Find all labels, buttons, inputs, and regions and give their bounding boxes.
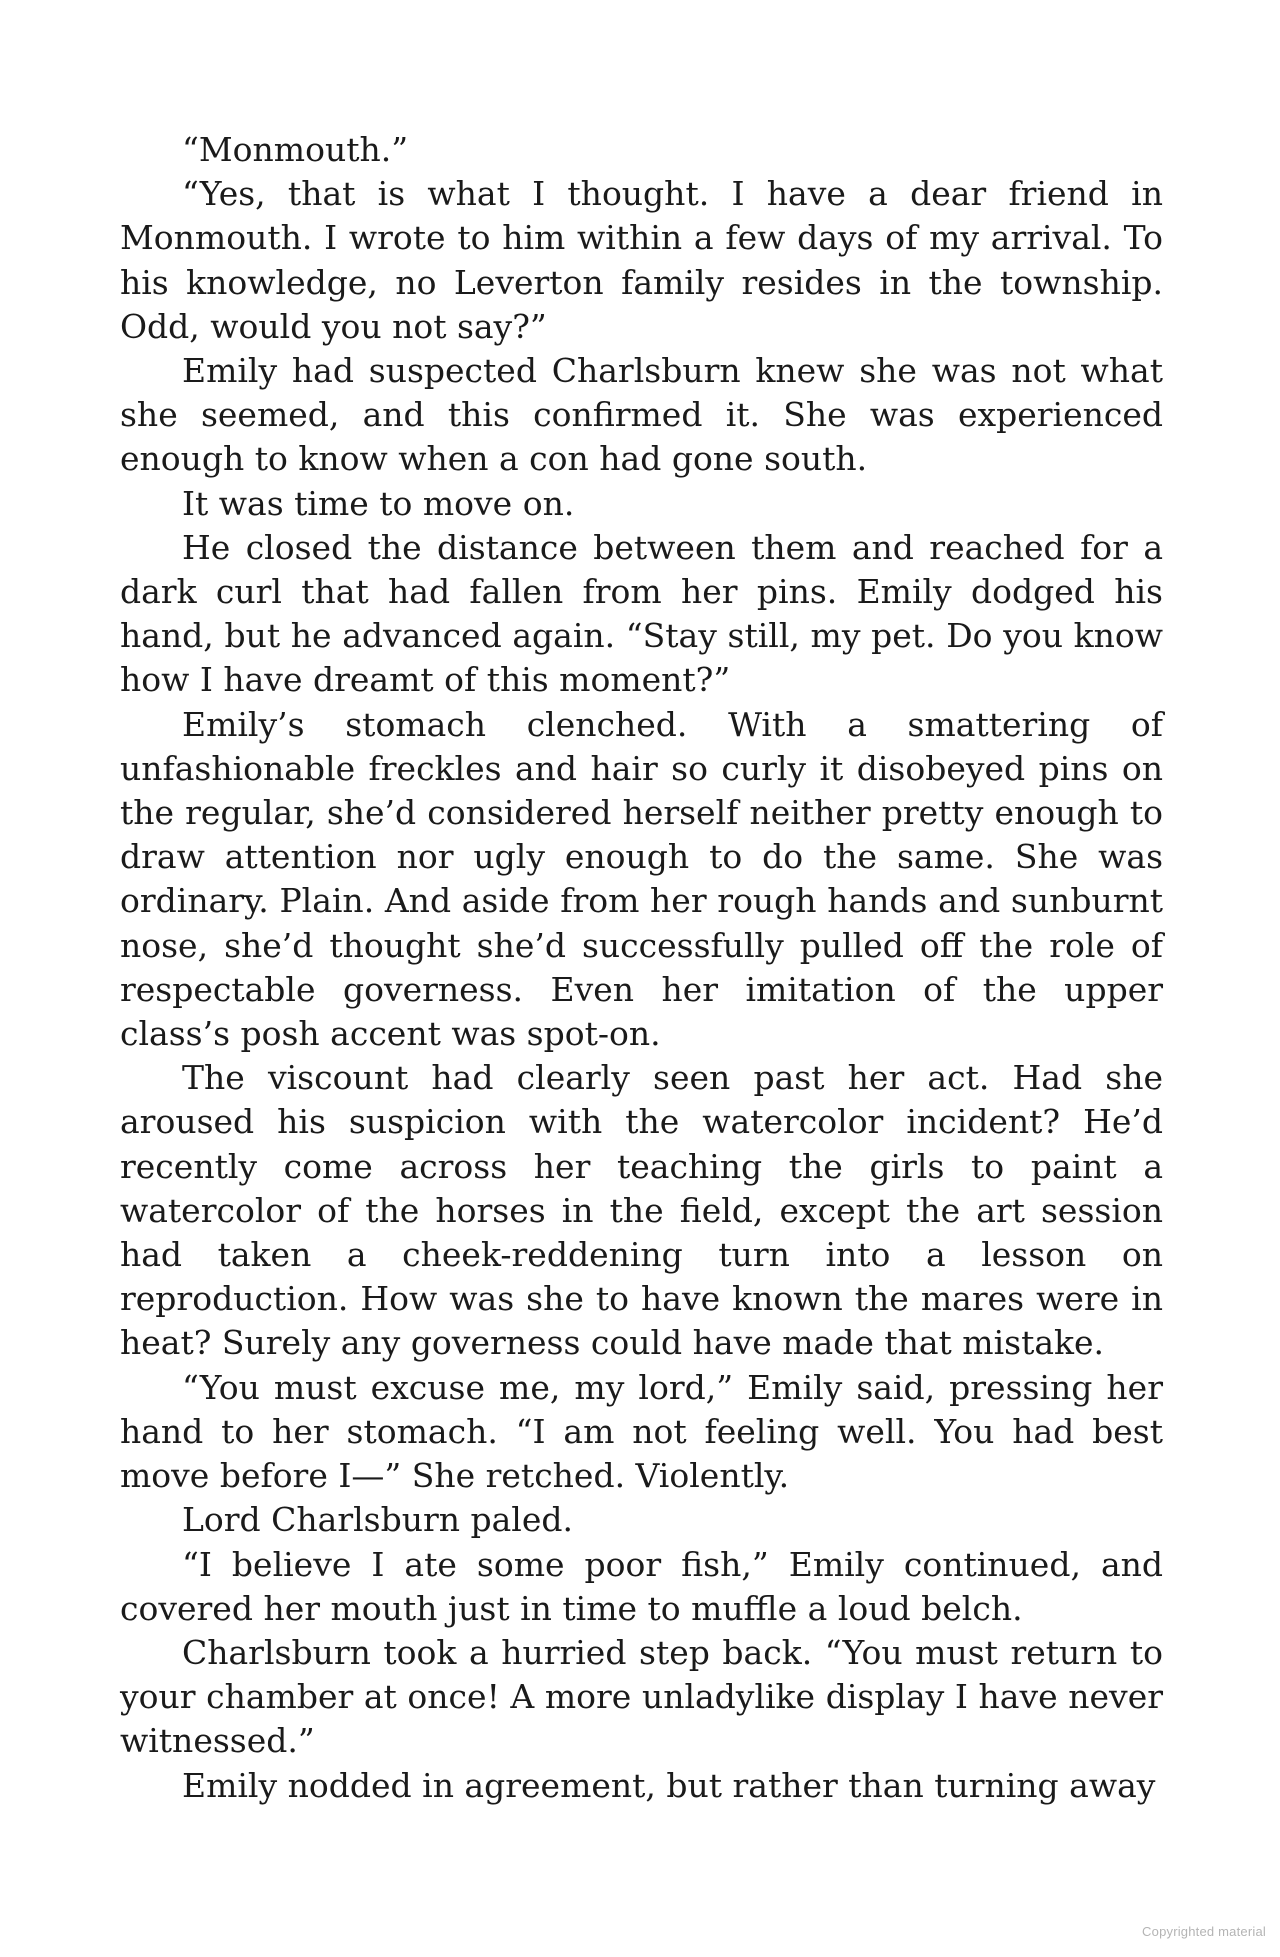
paragraph: “You must excuse me, my lord,” Emily said, pressing her hand to her stomach. “I am not feeling well. You had best move before I—” She retched. Violently. xyxy=(120,1367,1163,1496)
paragraph: Lord Charlsburn paled. xyxy=(182,1500,574,1540)
paragraph: It was time to move on. xyxy=(182,483,575,523)
paragraph: He closed the distance between them and reached for a dark curl that had fallen from her pins. Emily dodged his hand, but he advanced again. “Stay still, my pet. Do you know how I have dreamt of this moment?” xyxy=(120,527,1163,700)
paragraph: Emily’s stomach clenched. With a smattering of unfashionable freckles and hair so curly it disobeyed pins on the regular, she’d considered herself neither pretty enough to draw attention nor ugly enough to do the same. She was ordinary. Plain. And aside from her rough hands and sunburnt nose, she’d thought she’d successfully pulled off the role of respectable governess. Even her imitation of the upper class’s posh accent was spot-on. xyxy=(120,704,1163,1054)
copyright-notice: Copyrighted material xyxy=(1142,1924,1266,1939)
paragraph: “Yes, that is what I thought. I have a dear friend in Monmouth. I wrote to him within a few days of my arrival. To his knowledge, no Leverton family resides in the township. Odd, would you not say?” xyxy=(120,174,1163,346)
paragraph-last: Emily nodded in agreement, but rather than turning away xyxy=(182,1765,1156,1805)
paragraph: Emily had suspected Charlsburn knew she was not what she seemed, and this confirmed it. She was experienced enough to know when a con had gone south. xyxy=(120,351,1163,479)
paragraph: “Monmouth.” xyxy=(182,130,409,169)
paragraph: Charlsburn took a hurried step back. “You must return to your chamber at once! A more unladylike display I have never witnessed.” xyxy=(120,1632,1163,1761)
paragraph: “I believe I ate some poor fish,” Emily continued, and covered her mouth just in time to muffle a loud belch. xyxy=(120,1544,1163,1628)
body-text xyxy=(120,128,1163,1808)
paragraph: The viscount had clearly seen past her act. Had she aroused his suspicion with the watercolor incident? He’d recently come across her teaching the girls to paint a watercolor of the horses in the field, except the art session had taken a cheek-reddening turn into a lesson on reproduction. How was she to have known the mares were in heat? Surely any governess could have made that mistake. xyxy=(120,1058,1163,1363)
